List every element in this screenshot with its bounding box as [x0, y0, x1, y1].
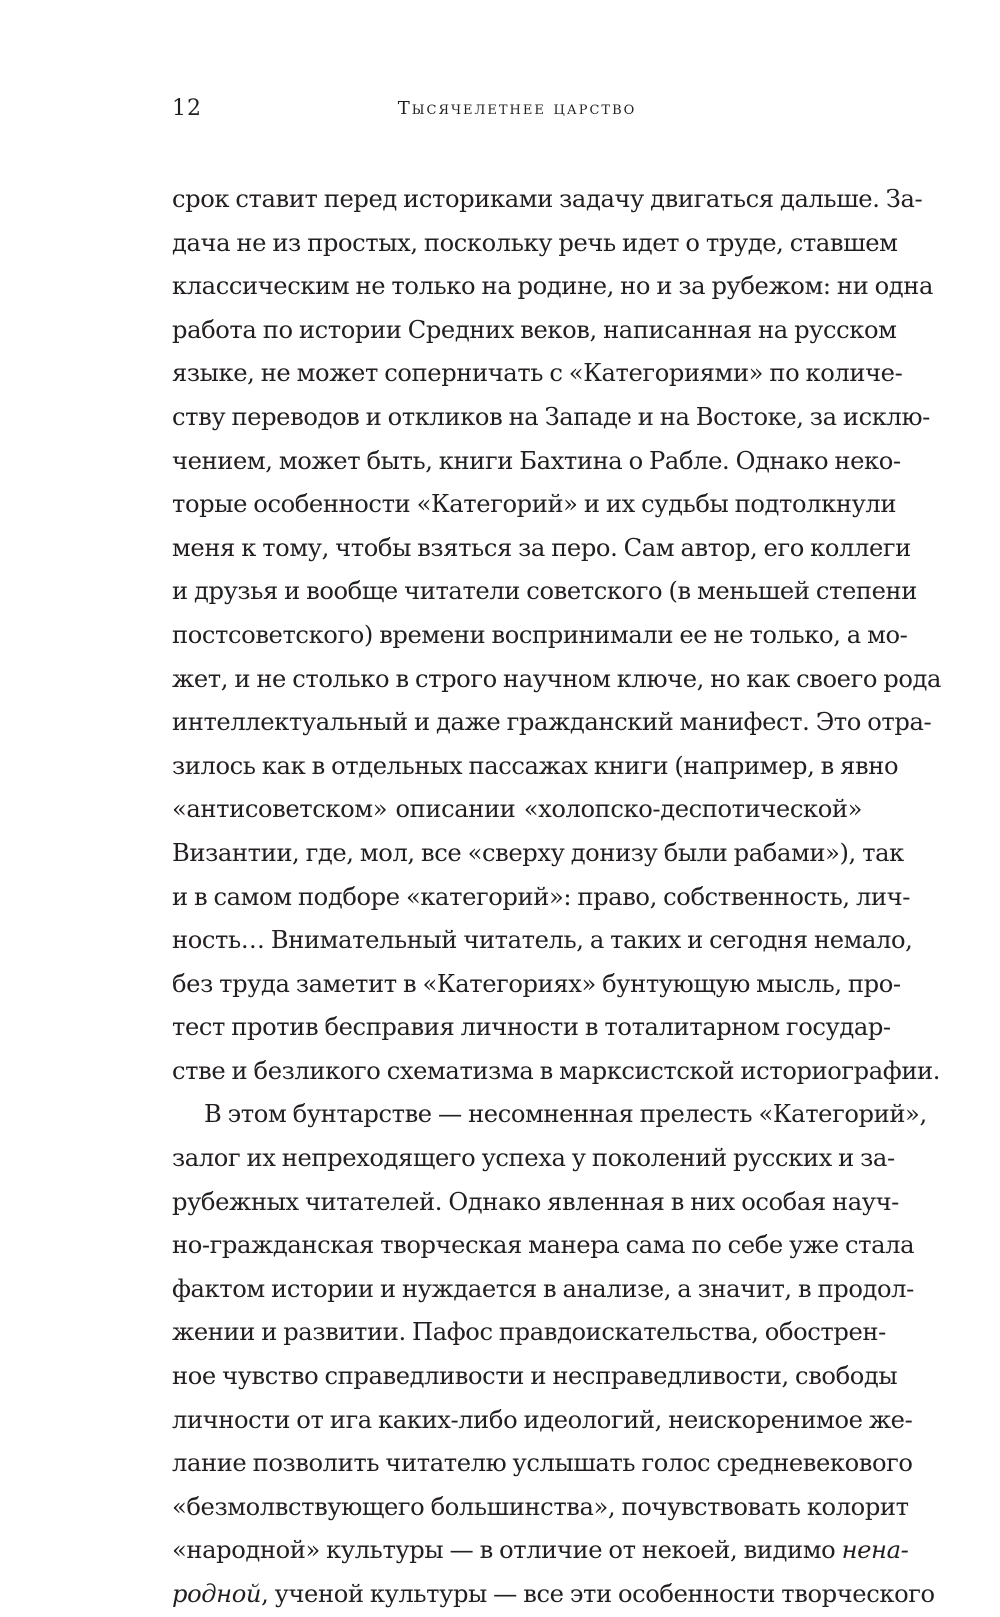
text-line: интеллектуальный и даже гражданский манифест. Это отра- — [172, 708, 932, 737]
text-line: фактом истории и нуждается в анализе, а значит, в продол- — [172, 1274, 914, 1303]
text-line: торые особенности «Категорий» и их судьбы подтолкнули — [172, 490, 897, 519]
text-line: и в самом подборе «категорий»: право, собственность, лич- — [172, 882, 911, 911]
text-line: дача не из простых, поскольку речь идет о труде, ставшем — [172, 228, 898, 257]
text-line: ству переводов и откликов на Западе и на Востоке, за исклю- — [172, 402, 930, 431]
text-line: «антисоветском» описании «холопско-деспотической» — [172, 795, 862, 824]
running-title: Тысячелетнее царство — [397, 98, 637, 119]
text-line: классическим не только на родине, но и за рубежом: ни одна — [172, 272, 934, 301]
text-line: срок ставит перед историками задачу двигаться дальше. За- — [172, 185, 923, 213]
text-line: чением, может быть, книги Бахтина о Рабле. Однако неко- — [172, 446, 901, 475]
text-line: залог их непреходящего успеха у поколений русских и за- — [172, 1144, 895, 1173]
text-line: жет, и не столько в строго научном ключе, но как своего рода — [172, 664, 942, 693]
italic-text: нена- — [841, 1536, 909, 1565]
text-line: лание позволить читателю услышать голос средневекового — [172, 1449, 913, 1478]
text-line: постсоветского) времени воспринимали ее не только, а мо- — [172, 620, 908, 649]
text-line: стве и безликого схематизма в марксистской историографии. — [172, 1056, 941, 1085]
text-line: личности от ига каких-либо идеологий, неискоренимое же- — [172, 1405, 913, 1434]
text-line: зилось как в отдельных пассажах книги (например, в явно — [172, 751, 899, 780]
text-line — [172, 1573, 935, 1617]
page-number: 12 — [172, 96, 202, 121]
text-segment: , ученой культуры — все эти особенности творческого — [261, 1580, 935, 1608]
text-line: языке, не может соперничать с «Категориями» по количе- — [172, 359, 903, 388]
text-line: тест против бесправия личности в тоталитарном государ- — [172, 1013, 891, 1042]
italic-text: родной — [172, 1580, 262, 1608]
text-line: работа по истории Средних веков, написанная на русском — [172, 315, 897, 344]
text-line: «безмолвствующего большинства», почувствовать колорит — [172, 1492, 909, 1521]
text-line: жении и развитии. Пафос правдоискательства, обострен- — [172, 1318, 886, 1347]
running-head — [172, 96, 862, 136]
text-line: Византии, где, мол, все «сверху донизу были рабами»), так — [172, 838, 904, 867]
text-line: ное чувство справедливости и несправедливости, свободы — [172, 1362, 898, 1391]
text-line: без труда заметит в «Категориях» бунтующую мысль, про- — [172, 969, 901, 998]
text-line: меня к тому, чтобы взяться за перо. Сам автор, его коллеги — [172, 533, 911, 562]
text-line: ность… Внимательный читатель, а таких и сегодня немало, — [172, 926, 913, 955]
text-line: и друзья и вообще читатели советского (в меньшей степени — [172, 577, 917, 606]
text-segment: «народной» культуры — в отличие от некоей, видимо — [172, 1536, 842, 1565]
text-line: но-гражданская творческая манера сама по себе уже стала — [172, 1231, 915, 1260]
body-text — [172, 178, 942, 1617]
text-line: рубежных читателей. Однако явленная в них особая науч- — [172, 1187, 899, 1216]
text-line — [172, 1529, 909, 1573]
paragraph-first-line: В этом бунтарстве — несомненная прелесть «Категорий», — [204, 1100, 927, 1129]
